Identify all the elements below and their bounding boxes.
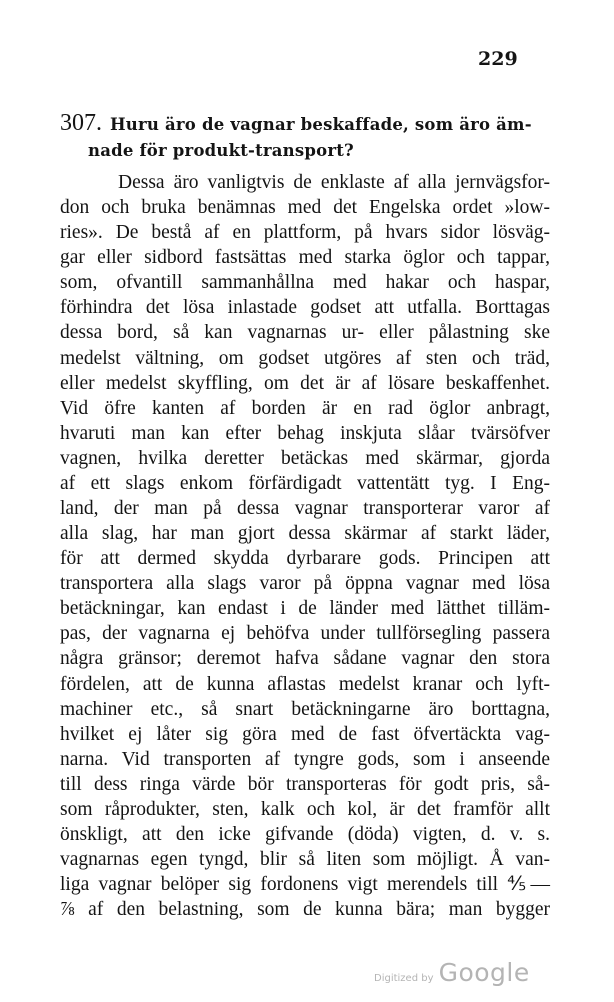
text-line: förhindra det lösa inlastade godset att utfalla. Borttagas	[60, 297, 550, 319]
text-line: don och bruka benämnas med det Engelska ordet »low-	[60, 197, 550, 219]
text-line: narna. Vid transporten af tyngre gods, som i anseende	[60, 748, 550, 770]
text-line: machiner etc., så snart betäckningarne äro borttagna,	[60, 698, 550, 720]
text-line: alla slag, har man gjort dessa skärmar af starkt läder,	[60, 523, 550, 545]
text-line: ⅞ af den belastning, som de kunna bära; man bygger	[60, 899, 550, 921]
section-question-line-1: Huru äro de vagnar beskaffade, som äro äm-	[110, 115, 532, 134]
text-line: Vid öfre kanten af borden är en rad öglor anbragt,	[60, 397, 550, 419]
text-line: gar eller sidbord fastsättas med starka öglor och tappar,	[60, 247, 550, 269]
text-line: hvaruti man kan efter behag inskjuta slåar tvärsöfver	[60, 422, 550, 444]
section-question-line-2: nade för produkt-transport?	[88, 141, 354, 160]
text-line: vagnen, hvilka deretter betäckas med skärmar, gjorda	[60, 447, 550, 469]
text-line: land, der man på dessa vagnar transporterar varor af	[60, 498, 550, 520]
text-line: dessa bord, så kan vagnarnas ur- eller pålastning ske	[60, 322, 550, 344]
section-heading	[60, 110, 550, 164]
text-line: som, ofvantill sammanhållna med hakar och haspar,	[60, 272, 550, 294]
text-line: önskligt, att den icke gifvande (döda) vigten, d. v. s.	[60, 824, 550, 846]
text-line: hvilket ej låter sig göra med de fast öfvertäckta vag-	[60, 723, 550, 745]
text-line: fördelen, att de kunna aflastas medelst kranar och lyft-	[60, 673, 550, 695]
text-line: medelst vältning, om godset utgöres af sten och träd,	[60, 347, 550, 369]
text-line: betäckningar, kan endast i de länder med lätthet tilläm-	[60, 598, 550, 620]
page-number: 229	[478, 48, 518, 70]
text-line: liga vagnar belöper sig fordonens vigt merendels till ⅘—	[60, 874, 550, 896]
digitized-by-label: Digitized by	[374, 973, 434, 984]
google-logo-text: Google	[438, 958, 530, 987]
text-line: transportera alla slags varor på öppna vagnar med lösa	[60, 573, 550, 595]
text-line: vagnarnas egen tyngd, blir så liten som möjligt. Å van-	[60, 849, 550, 871]
text-line: af ett slags enkom förfärdigadt vattentätt tyg. I Eng-	[60, 472, 550, 494]
digitized-watermark	[374, 958, 530, 987]
body-paragraph	[60, 170, 550, 922]
text-line: pas, der vagnarna ej behöfva under tullförsegling passera	[60, 623, 550, 645]
section-number: 307.	[60, 110, 102, 136]
text-line: till dess ringa värde bör transporteras för godt pris, så-	[60, 773, 550, 795]
text-line: Dessa äro vanligtvis de enklaste af alla jernvägsfor-	[118, 172, 550, 193]
text-line: eller medelst skyffling, om det är af lösare beskaffenhet.	[60, 372, 550, 394]
text-line: ries». De bestå af en plattform, på hvars sidor lösväg-	[60, 222, 550, 244]
text-line: några gränsor; deremot hafva sådane vagnar den stora	[60, 648, 550, 670]
text-line: för att dermed skydda dyrbarare gods. Principen att	[60, 548, 550, 570]
text-line: som råprodukter, sten, kalk och kol, är det framför allt	[60, 798, 550, 820]
